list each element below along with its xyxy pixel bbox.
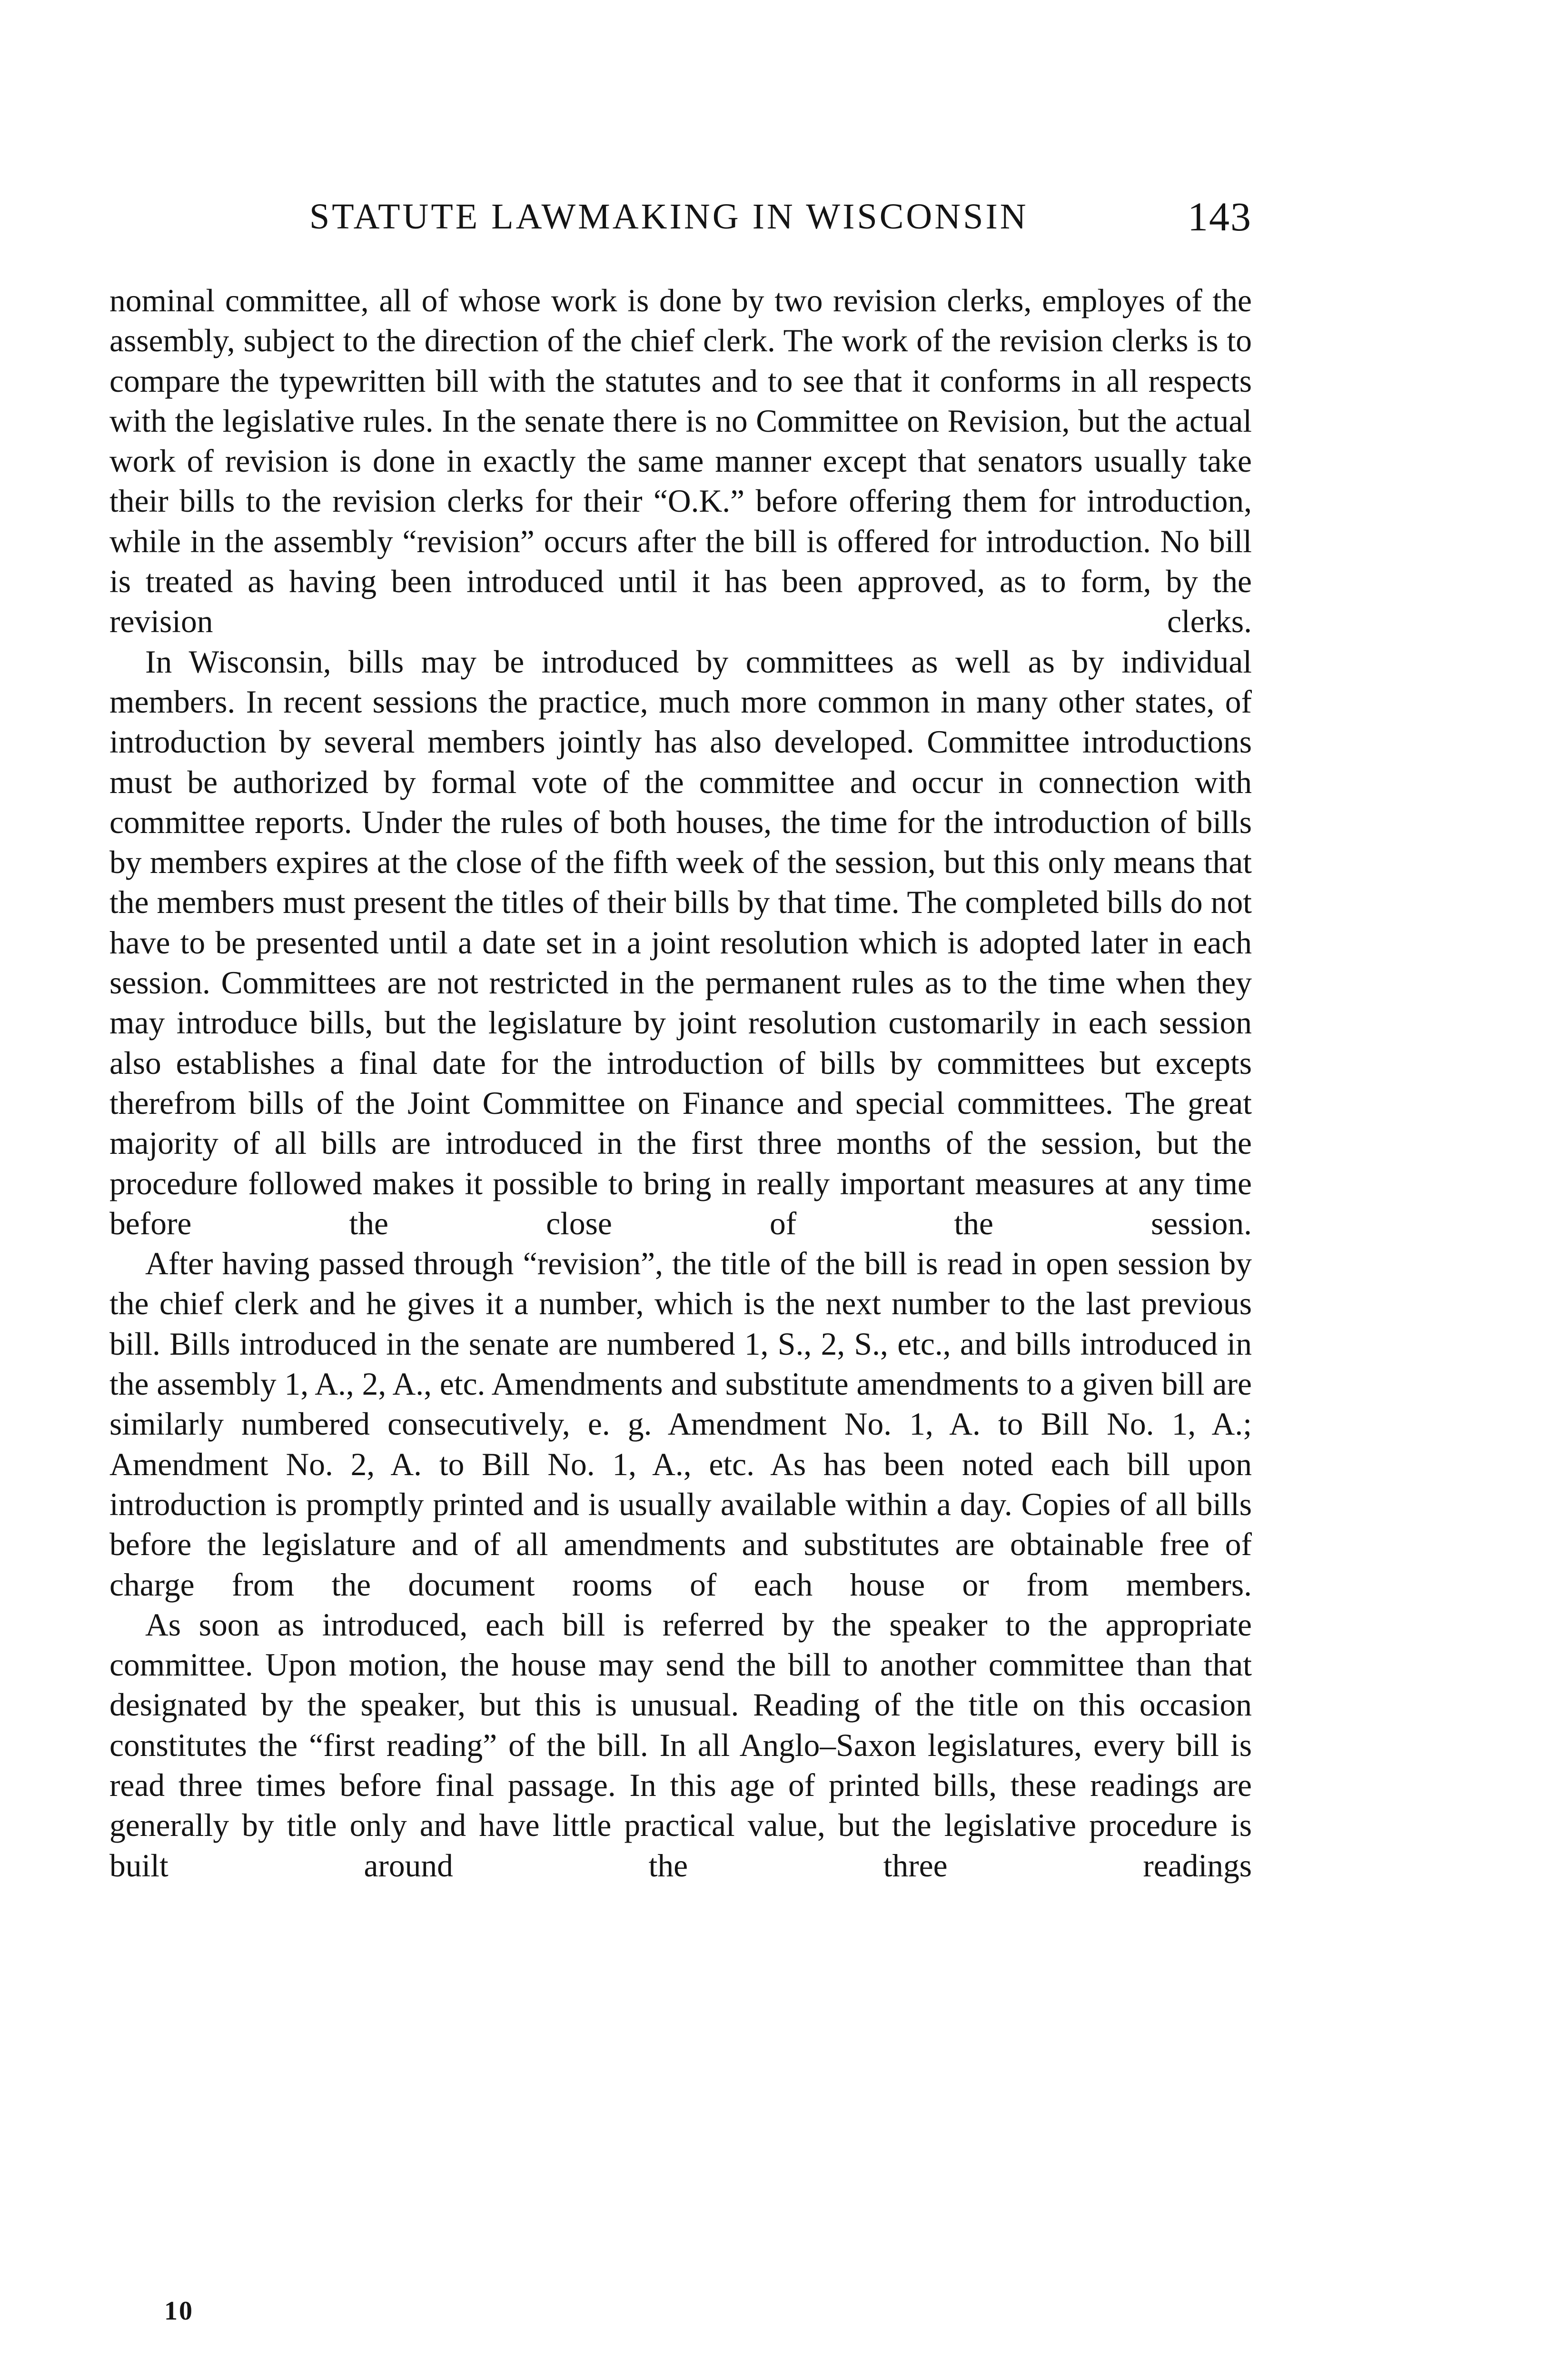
running-head [109,190,1252,243]
running-title: STATUTE LAWMAKING IN WISCONSIN [309,197,1029,237]
paragraph-committee-referral: As soon as introduced, each bill is referred by the speaker to the appropriate committee. Upon motion, the house may send the bill to another committee than that designated by the speaker, but this is unusual. Reading of the title on this occasion constitutes the “first reading” of the bill. In all Anglo–Saxon legislatures, every bill is read three times before final passage. In this age of printed bills, these readings are generally by title only and have little practical value, but the legislative procedure is built around the three readings [109,1606,1252,1884]
paragraph-introduction-of-bills: In Wisconsin, bills may be introduced by committees as well as by individual members. In recent sessions the practice, much more common in many other states, of introduction by several members jointly has also developed. Committee introductions must be authorized by formal vote of the committee and occur in connection with committee reports. Under the rules of both houses, the time for the introduction of bills by members expires at the close of the fifth week of the session, but this only means that the members must present the titles of their bills by that time. The completed bills do not have to be presented until a date set in a joint resolution which is adopted later in each session. Committees are not restricted in the permanent rules as to the time when they may introduce bills, but the legislature by joint resolution customarily in each session also establishes a final date for the introduction of bills by committees but excepts therefrom bills of the Joint Committee on Finance and special committees. The great majority of all bills are introduced in the first three months of the session, but the procedure followed makes it possible to bring in really important measures at any time before the close of the session. [109,644,1252,1241]
paragraph-revision-clerks: nominal committee, all of whose work is done by two revision clerks, employes of the assembly, subject to the direction of the chief clerk. The work of the revision clerks is to compare the typewritten bill with the statutes and to see that it conforms in all respects with the legislative rules. In the senate there is no Committee on Revision, but the actual work of revision is done in exactly the same manner except that senators usually take their bills to the revision clerks for their “O.K.” before offering them for introduction, while in the assembly “revision” occurs after the bill is offered for introduction. No bill is treated as having been introduced until it has been approved, as to form, by the revision clerks. [109,283,1252,640]
signature-mark: 10 [164,2296,194,2326]
paragraph-bill-numbering: After having passed through “revision”, the title of the bill is read in open session by the chief clerk and he gives it a number, which is the next number to the last previous bill. Bills introduced in the senate are numbered 1, S., 2, S., etc., and bills introduced in the assembly 1, A., 2, A., etc. Amendments and substitute amendments to a given bill are similarly numbered consecutively, e. g. Amendment No. 1, A. to Bill No. 1, A.; Amendment No. 2, A. to Bill No. 1, A., etc. As has been noted each bill upon introduction is promptly printed and is usually available within a day. Copies of all bills before the legislature and of all amendments and substitutes are obtainable free of charge from the document rooms of each house or from members. [109,1246,1252,1603]
page-number: 143 [1188,194,1252,239]
body-text [109,281,1252,1886]
